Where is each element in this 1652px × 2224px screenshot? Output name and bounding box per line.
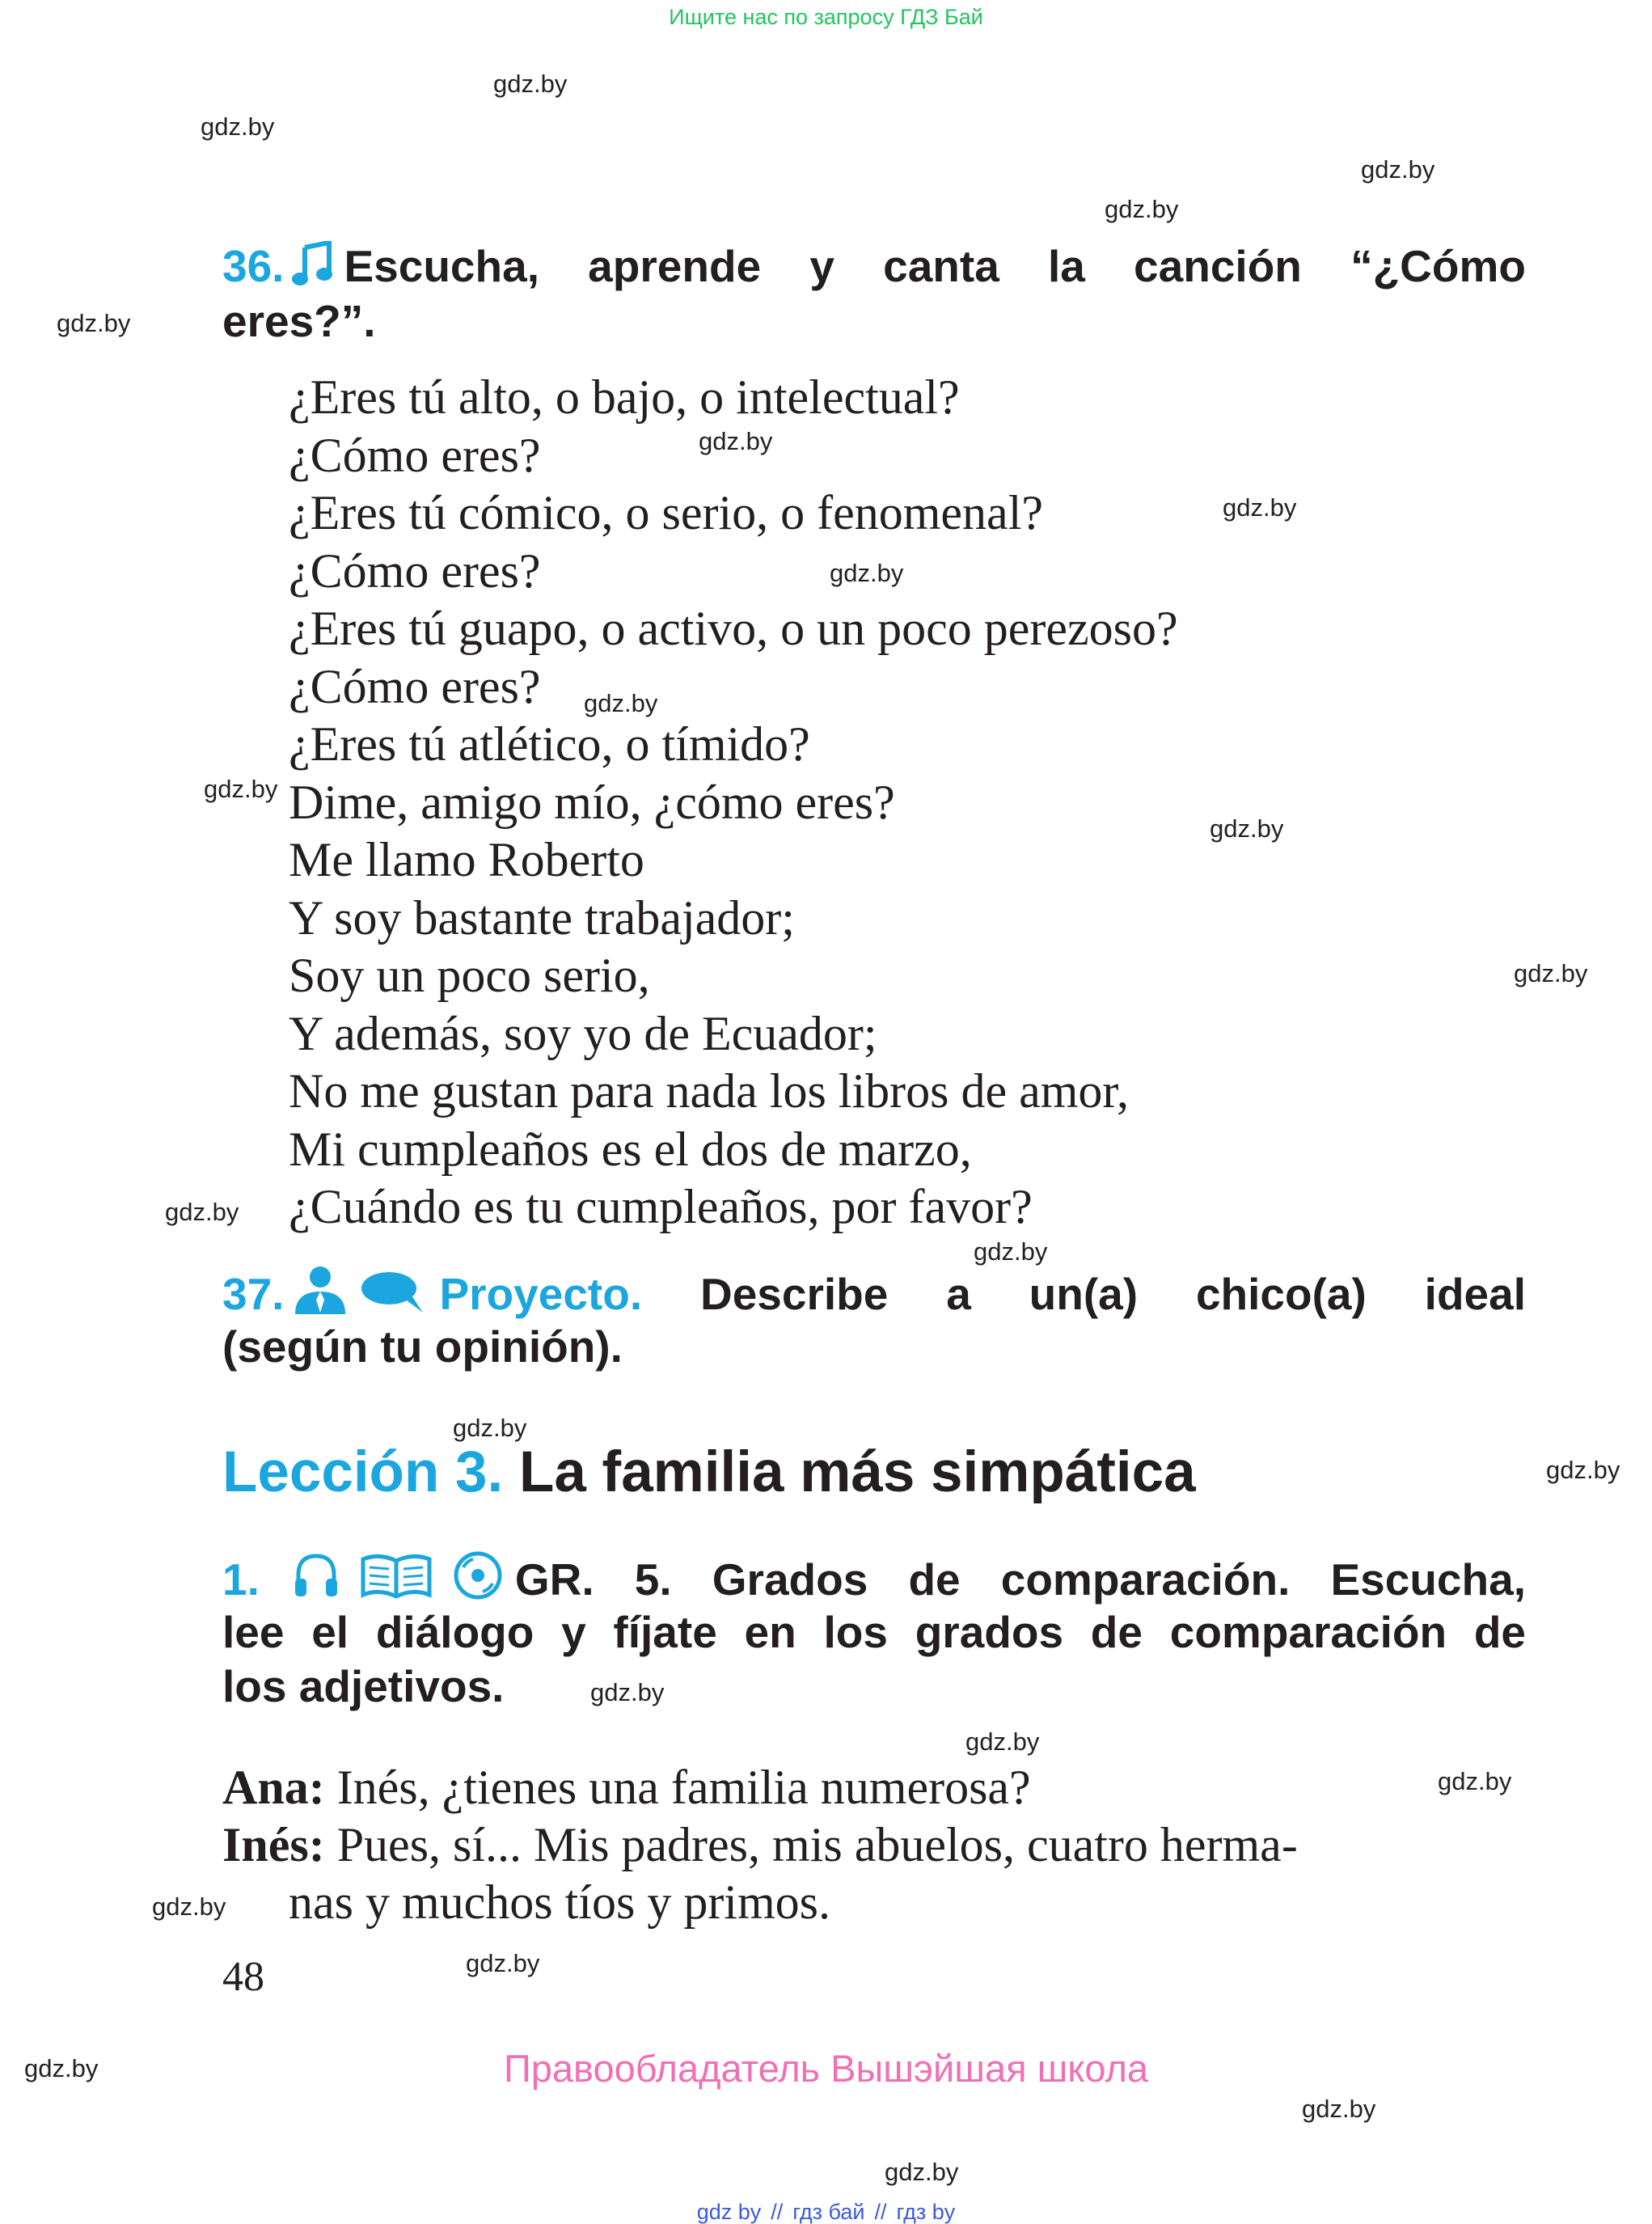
- speech-bubble-icon: [360, 1269, 428, 1326]
- open-book-icon: [360, 1551, 433, 1612]
- watermark: gdz.by: [1361, 155, 1435, 184]
- exercise-1-heading-cont: los adjetivos.: [222, 1661, 505, 1711]
- project-label: Proyecto.: [439, 1269, 643, 1319]
- dialogue-line: [222, 1760, 1031, 1816]
- dialogue-continuation: nas y muchos tíos y primos.: [289, 1875, 830, 1929]
- watermark: gdz.by: [24, 2054, 99, 2082]
- song-line: Y soy bastante trabajador;: [289, 891, 795, 945]
- watermark: gdz.by: [1223, 493, 1297, 522]
- watermark: gdz.by: [974, 1237, 1048, 1266]
- exercise-1-heading: [222, 1551, 1526, 1612]
- exercise-1-heading-cont: lee el diálogo y fíjate en los grados de comparación de: [222, 1607, 1526, 1657]
- copyright-notice: Правообладатель Вышэйшая школа: [503, 2047, 1149, 2090]
- dialogue-line: [222, 1817, 1298, 1873]
- song-line: ¿Eres tú atlético, o tímido?: [289, 717, 810, 771]
- footer-separator: //: [771, 2200, 784, 2224]
- exercise-36-heading: [222, 239, 1526, 298]
- exercise-number: 36.: [222, 241, 285, 291]
- song-line: Me llamo Roberto: [289, 833, 644, 886]
- watermark: gdz.by: [493, 70, 568, 98]
- music-note-icon: [292, 241, 332, 298]
- footer-link[interactable]: gdz by: [696, 2200, 762, 2224]
- watermark: gdz.by: [1514, 959, 1588, 987]
- disc-icon: [452, 1551, 504, 1612]
- exercise-number: 37.: [222, 1269, 285, 1319]
- watermark: gdz.by: [201, 112, 275, 141]
- watermark: gdz.by: [165, 1198, 239, 1226]
- watermark: gdz.by: [885, 2158, 959, 2186]
- dialogue-text: Pues, sí... Mis padres, mis abuelos, cuatro herma-: [336, 1818, 1298, 1871]
- exercise-number: 1.: [222, 1554, 260, 1605]
- exercise-36-heading-cont: eres?”.: [222, 296, 376, 346]
- watermark: gdz.by: [1302, 2095, 1376, 2123]
- exercise-37-heading: [222, 1266, 1526, 1326]
- speaker-name: Ana:: [222, 1761, 325, 1814]
- footer-links: [0, 2200, 1652, 2224]
- song-line: Mi cumpleaños es el dos de marzo,: [289, 1123, 972, 1176]
- exercise-instruction: Describe a un(a) chico(a) ideal: [700, 1269, 1527, 1319]
- watermark: gdz.by: [57, 309, 131, 337]
- footer-separator: //: [874, 2200, 887, 2224]
- speaker-name: Inés:: [222, 1818, 325, 1871]
- dialogue-text: Inés, ¿tienes una familia numerosa?: [336, 1761, 1031, 1814]
- headphones-icon: [292, 1551, 340, 1612]
- watermark: gdz.by: [204, 775, 278, 803]
- exercise-instruction: Escucha, aprende y canta la canción “¿Cómo: [344, 241, 1526, 291]
- watermark: gdz.by: [1105, 195, 1179, 223]
- search-banner[interactable]: Ищите нас по запросу ГДЗ Бай: [669, 5, 983, 29]
- exercise-instruction: GR. 5. Grados de comparación. Escucha,: [514, 1554, 1526, 1605]
- person-icon: [292, 1266, 349, 1326]
- watermark: gdz.by: [466, 1949, 540, 1977]
- lesson-name: La familia más simpática: [518, 1440, 1196, 1504]
- watermark: gdz.by: [152, 1892, 226, 1921]
- lesson-title: [222, 1440, 1196, 1505]
- song-line: ¿Cómo eres?: [289, 544, 541, 598]
- footer-link[interactable]: гдз бай: [792, 2200, 865, 2224]
- song-line: ¿Cuándo es tu cumpleaños, por favor?: [289, 1180, 1033, 1233]
- song-line: Dime, amigo mío, ¿cómo eres?: [289, 776, 895, 829]
- footer-link[interactable]: гдз by: [896, 2200, 956, 2224]
- watermark: gdz.by: [830, 559, 904, 587]
- watermark: gdz.by: [1546, 1456, 1620, 1484]
- watermark: gdz.by: [1210, 814, 1284, 843]
- song-line: ¿Cómo eres?: [289, 429, 541, 482]
- lesson-number: Lección 3.: [222, 1440, 504, 1504]
- watermark: gdz.by: [965, 1727, 1040, 1756]
- song-line: ¿Eres tú guapo, o activo, o un poco perezoso?: [289, 602, 1178, 655]
- song-line: Y además, soy yo de Ecuador;: [289, 1007, 877, 1060]
- watermark: gdz.by: [453, 1414, 527, 1442]
- song-line: ¿Eres tú alto, o bajo, o intelectual?: [289, 370, 960, 424]
- watermark: gdz.by: [590, 1678, 665, 1706]
- song-line: ¿Cómo eres?: [289, 660, 541, 713]
- song-line: No me gustan para nada los libros de amor,: [289, 1064, 1129, 1118]
- exercise-37-heading-cont: (según tu opinión).: [222, 1321, 623, 1372]
- watermark: gdz.by: [699, 427, 773, 455]
- song-line: Soy un poco serio,: [289, 949, 650, 1002]
- song-line: ¿Eres tú cómico, o serio, o fenomenal?: [289, 486, 1043, 539]
- watermark: gdz.by: [1438, 1767, 1512, 1795]
- page-number: 48: [222, 1954, 264, 2000]
- watermark: gdz.by: [584, 689, 658, 717]
